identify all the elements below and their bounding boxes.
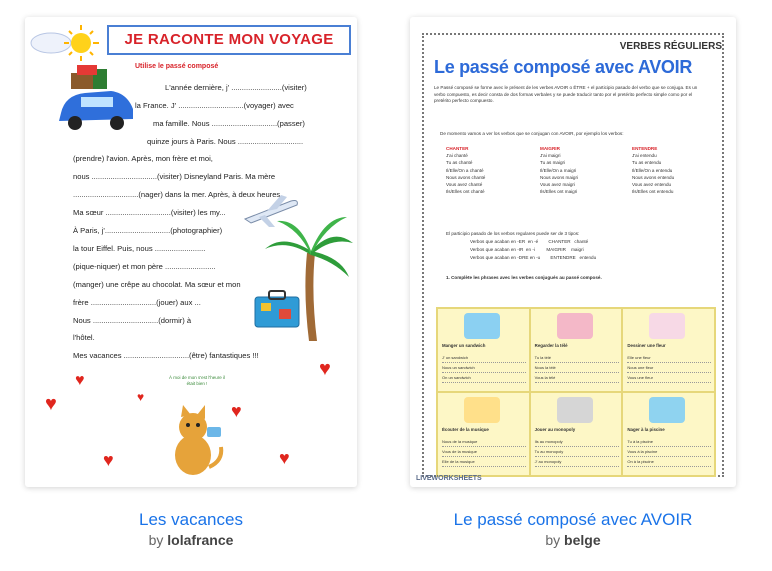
author-link[interactable]: belge: [564, 532, 601, 548]
exercise-cell: [437, 392, 530, 476]
exercise-row[interactable]: J' au monopoly: [535, 457, 619, 467]
worksheet-line: Ma sœur ...............................(visiter) les my...: [73, 208, 226, 217]
exercise-row[interactable]: Vous la télé: [535, 373, 619, 383]
exercise-row[interactable]: Nous la télé: [535, 363, 619, 373]
exercise-row[interactable]: Vous de la musique: [442, 447, 526, 457]
exercise-row[interactable]: On à la piscine: [627, 457, 711, 467]
rule-line: Verbos que acaban en -IR en -i MAIGRIR maigri: [470, 247, 584, 252]
conjugation-row: Vous avez chanté: [446, 182, 483, 188]
conjugation-row: Vous avez maigri: [540, 182, 575, 188]
worksheet-subtitle: Utilise le passé composé: [135, 63, 219, 70]
exercise-row[interactable]: Vous à la piscine: [627, 447, 711, 457]
suitcase-illustration: [253, 289, 301, 329]
worksheet-title-link[interactable]: Les vacances: [139, 510, 243, 529]
exercise-cell: [530, 392, 623, 476]
exercise-label: Manger un sandwich: [442, 343, 486, 348]
exercise-cell: [622, 308, 715, 392]
heart-icon: ♥: [279, 448, 290, 468]
flower-picture: [649, 313, 685, 339]
exercise-row[interactable]: Elle une fleur: [627, 353, 711, 363]
conjugation-row: Vous avez entendu: [632, 182, 672, 188]
heart-icon: ♥: [103, 450, 114, 470]
worksheet-line: Mes vacances ...............................(être) fantastiques !!!: [73, 351, 259, 360]
worksheet-line: l'hôtel.: [73, 333, 95, 342]
exercise-label: Écouter de la musique: [442, 427, 489, 432]
exercise-row[interactable]: Tu la télé: [535, 353, 619, 363]
worksheet-line: frère ...............................(jouer) aux ...: [73, 298, 201, 307]
conjugation-row: Ils/Elles ont entendu: [632, 189, 674, 195]
speech-bubble-text: À moi de mon s'est l'heure il était bien !: [169, 375, 225, 386]
worksheet-line: Nous ...............................(dormir) à: [73, 316, 192, 325]
worksheet-line: ma famille. Nous ...............................(passer): [153, 119, 305, 128]
worksheet-card-les-vacances[interactable]: [25, 17, 357, 487]
exercise-label: Regarder la télé: [534, 343, 568, 348]
conjugation-row: Ils/Elles ont maigri: [540, 189, 578, 195]
exercise-instruction: 1. Complète les phrases avec les verbes conjugués au passé composé.: [446, 275, 602, 280]
exercise-rows: [442, 353, 526, 383]
worksheet-line: ...............................(nager) dans la mer. Après, à deux heures: [73, 190, 281, 199]
caption-passe-compose: [410, 510, 736, 548]
exercise-rows: [535, 353, 619, 383]
exercise-row[interactable]: Vous une fleur: [627, 373, 711, 383]
intro-text: Le Passé composé se forme avec le présent de les verbes AVOIR o ÊTRE + el participio pasado del verbo que se conjuga. Es un verbo compuesto, es decir consta de dos formas verbales y se puede traducir tanto por el pretérito perfecto simple como por el pretérito perfecto compuesto.: [434, 85, 698, 104]
worksheet-line: (pique-niquer) et mon père ........................: [73, 262, 216, 271]
rule-line: Verbos que acaban en -DRE en -u ENTENDRE entendu: [470, 255, 597, 260]
column-head: MAIGRIR: [540, 146, 560, 151]
worksheet-title: JE RACONTE MON VOYAGE: [107, 25, 351, 55]
exercise-cell: [622, 392, 715, 476]
worksheet-line: L'année dernière, j' ........................(visiter): [165, 83, 307, 92]
conjugation-row: Ils/Elles ont chanté: [446, 189, 485, 195]
exercise-row[interactable]: Tu au monopoly: [535, 447, 619, 457]
conjugation-column: [540, 145, 578, 195]
worksheet-line: quinze jours à Paris. Nous ...............................: [147, 137, 304, 146]
swimming-picture: [649, 397, 685, 423]
author-line: [410, 532, 736, 548]
exercise-rows: [627, 353, 711, 383]
conjugation-row: J'ai maigri: [540, 153, 561, 159]
music-picture: [464, 397, 500, 423]
heart-icon: ♥: [231, 401, 242, 421]
exercise-row[interactable]: Elle de la musique: [442, 457, 526, 467]
conjugation-row: Nous avons chanté: [446, 174, 486, 180]
worksheet-line: (manger) une crêpe au chocolat. Ma sœur et mon: [73, 280, 241, 289]
worksheet-header: VERBES RÉGULIERS: [619, 41, 722, 52]
exercise-cell: [437, 308, 530, 392]
worksheet-card-passe-compose[interactable]: [410, 17, 736, 487]
exercise-rows: [442, 437, 526, 467]
heart-icon: ♥: [45, 393, 57, 415]
column-head: ENTENDRE: [632, 146, 658, 151]
worksheet-line: la France. J' ...............................(voyager) avec: [135, 101, 294, 110]
column-head: CHANTER: [446, 146, 469, 151]
exercise-label: Dessiner une fleur: [627, 343, 666, 348]
tv-picture: [557, 313, 593, 339]
worksheet-line: À Paris, j'...............................(photographier): [73, 226, 223, 235]
by-label: by: [148, 532, 164, 548]
exercise-grid: [436, 307, 716, 477]
conjugation-row: Tu as chanté: [446, 160, 473, 166]
participle-rule: El participio pasado de los verbos regulares puede ser de 3 tipos:: [446, 231, 580, 236]
exercise-rows: [535, 437, 619, 467]
author-line: [25, 532, 357, 548]
conjugation-row: J'ai chanté: [446, 153, 468, 159]
worksheet-line: (prendre) l'avion. Après, mon frère et moi,: [73, 154, 213, 163]
exercise-row[interactable]: On un sandwich: [442, 373, 526, 383]
exercise-label: Jouer au monopoly: [534, 427, 576, 432]
caption-les-vacances: [25, 510, 357, 548]
by-label: by: [545, 532, 561, 548]
heart-icon: ♥: [137, 390, 145, 404]
conjugation-row: Tu as maigri: [540, 160, 566, 166]
worksheet-title: Le passé composé avec AVOIR: [434, 57, 693, 77]
sun-icon: [29, 21, 103, 69]
worksheet-title-link[interactable]: Le passé composé avec AVOIR: [453, 510, 693, 529]
exercise-row[interactable]: Nous un sandwich: [442, 363, 526, 373]
liveworksheets-logo: LIVEWORKSHEETS: [416, 475, 482, 482]
worksheet-line: nous ...............................(visiter) Disneyland Paris. Ma mère: [73, 172, 276, 181]
exercise-row[interactable]: J' un sandwich: [442, 353, 526, 363]
conjugation-row: Il/Elle/On a chanté: [446, 167, 484, 173]
heart-icon: ♥: [319, 358, 331, 380]
exercise-row[interactable]: Tu à la piscine: [627, 437, 711, 447]
conjugation-row: Il/Elle/On a entendu: [632, 167, 673, 173]
author-link[interactable]: lolafrance: [167, 532, 234, 548]
conjugation-column: [446, 145, 485, 195]
exercise-row[interactable]: Ils au monopoly: [535, 437, 619, 447]
exercise-row[interactable]: Nous une fleur: [627, 363, 711, 373]
heart-icon: ♥: [75, 372, 85, 389]
rule-line: Verbos que acaban en -ER en -é CHANTER chanté: [470, 239, 589, 244]
conjugation-row: J'ai entendu: [632, 153, 657, 159]
intro-text-2: De momento vamos a ver los verbos que se conjugan con AVOIR, por ejemplo los verbos:: [440, 131, 624, 136]
conjugation-row: Tu as entendu: [632, 160, 662, 166]
cat-illustration: [163, 401, 227, 481]
exercise-label: Nager à la piscine: [627, 427, 665, 432]
exercise-row[interactable]: Nous de la musique: [442, 437, 526, 447]
conjugation-row: Il/Elle/On a maigri: [540, 167, 577, 173]
sandwich-picture: [464, 313, 500, 339]
conjugation-column: [632, 145, 674, 195]
exercise-cell: [530, 308, 623, 392]
conjugation-row: Nous avons maigri: [540, 174, 579, 180]
car-illustration: [55, 65, 137, 139]
worksheet-line: la tour Eiffel. Puis, nous ........................: [73, 244, 206, 253]
monopoly-picture: [557, 397, 593, 423]
conjugation-row: Nous avons entendu: [632, 174, 675, 180]
exercise-rows: [627, 437, 711, 467]
